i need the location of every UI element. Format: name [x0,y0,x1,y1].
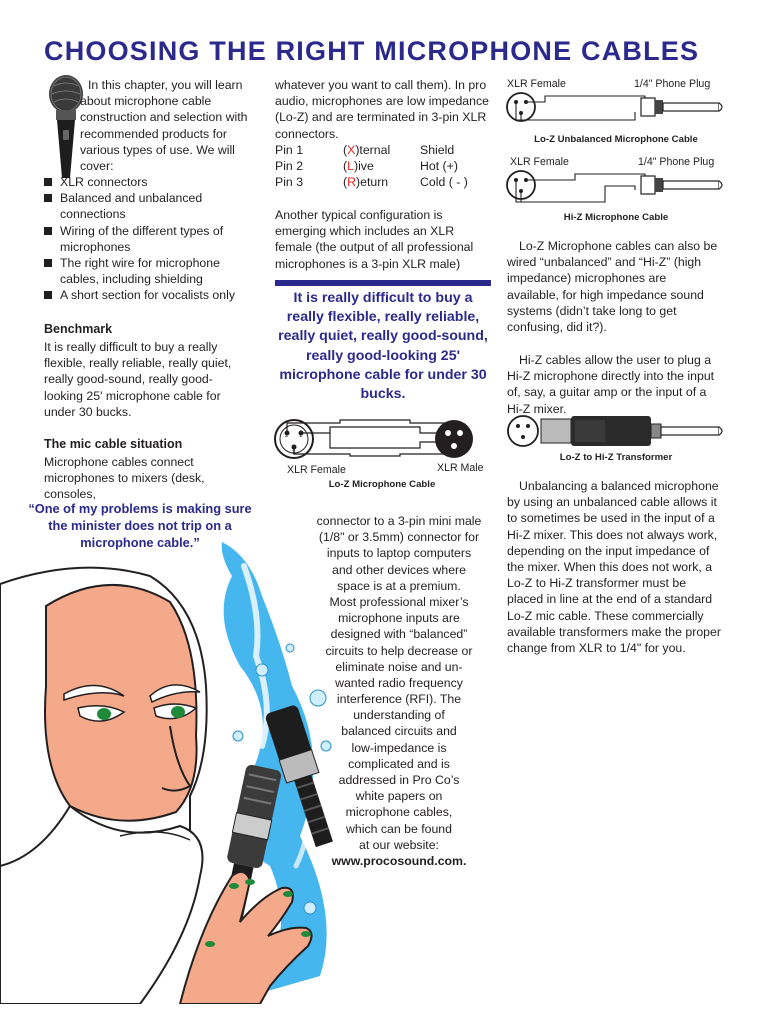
list-item: The right wire for microphone cables, including shielding [44,255,259,287]
svg-text:3: 3 [292,450,296,456]
transformer-icon [505,412,727,450]
xlr-female-label: XLR Female [507,78,566,90]
situation-heading: The mic cable situation [44,437,183,451]
transformer-caption: Lo-Z to Hi-Z Transformer [559,452,673,463]
right-para-2: Hi-Z cables allow the user to plug a Hi-Z microphone directly into the input of, say, a guitar amp or the input of a Hi-Z mixer. [507,353,715,416]
website-link[interactable]: www.procosound.com. [331,853,467,868]
pin-table [275,142,468,191]
wizard-illustration [0,536,345,1004]
table-row: Pin 3 (R)eturn Cold ( - ) [275,175,468,190]
intro-text: In this chapter, you will learn about microphone cable construction and selection with recommended products for various types of use. We will cover: [80,78,248,174]
xlr-female-label: XLR Female [287,464,346,476]
xlr-male-label: XLR Male [437,462,484,474]
divider-rule [275,280,491,286]
hi-z-cable-diagram [505,166,727,206]
page-title: CHOOSING THE RIGHT MICROPHONE CABLES [44,36,700,66]
middle-wrap-text: connector to a 3-pin mini male (1/8" or 3.5mm) connector for inputs to laptop computers and other devices where space is at a premium. Most professional mixer’s microphone inputs are designed with “balanced” circuits to help decrease or eliminate noise and un- wanted radio frequency interference (RFI). The understanding of balanced circuits and low-impedance is complicated and is addressed in Pro Co’s white papers on microphone cables, which can be found at our website: www.procosound.com. [304,513,494,869]
middle-config-text: Another typical configuration is emerging which includes an XLR female (the output of all professional microphones is a 3-pin XLR male) [275,208,474,271]
benchmark-heading: Benchmark [44,322,113,336]
hi-z-cable-caption: Hi-Z Microphone Cable [563,212,669,223]
topic-list [44,174,259,304]
svg-text:2: 2 [285,433,289,439]
table-row: Pin 1 (X)ternal Shield [275,143,455,157]
phone-plug-label: 1/4" Phone Plug [638,156,715,168]
phone-plug-label: 1/4" Phone Plug [634,78,711,90]
xlr-cable-diagram [270,418,495,462]
xlr-female-label: XLR Female [510,156,569,168]
unbalanced-cable-diagram [505,90,727,126]
unbalanced-cable-caption: Lo-Z Unbalanced Microphone Cable [534,134,698,145]
right-para-1: Lo-Z Microphone cables can also be wired “unbalanced” and “Hi-Z” (high impedance) microphones are available, for high impedance sound systems (didn’t take long to get confusing, did it?). [507,239,718,335]
right-para-3: Unbalancing a balanced microphone by using an unbalanced cable allows it to sometimes be used in the input of a Hi-Z mixer. This does not always work, depending on the input impedance of the mixer. When this does not work, a Lo-Z to Hi-Z transformer must be placed in line at the end of a standard Lo-Z mic cable. These commercially available transformers make the proper change from XLR to 1/4" for you. [507,479,721,656]
list-item: A short section for vocalists only [44,287,259,303]
list-item: Balanced and unbalanced connections [44,190,259,222]
pull-quote: “One of my problems is making sure the minister does not trip on a microphone cable.” [28,501,252,550]
table-row: Pin 2 (L)ive Hot (+) [275,159,458,174]
list-item: XLR connectors [44,174,259,190]
svg-text:1: 1 [299,433,303,439]
callout-text: It is really difficult to buy a really flexible, really reliable, really quiet, really good-sound, really good-looking 25' microphone cable for under 30 bucks. [278,290,488,403]
benchmark-text: It is really difficult to buy a really flexible, really reliable, really quiet, really good-sound, really good-looking 25' microphone cable for under 30 bucks. [44,340,232,419]
middle-intro-text: whatever you want to call them). In pro audio, microphones are low impedance (Lo-Z) and are terminated in 3-pin XLR connectors. [275,78,489,141]
lo-z-cable-caption: Lo-Z Microphone Cable [328,479,436,490]
list-item: Wiring of the different types of microphones [44,223,259,255]
situation-text: Microphone cables connect microphones to mixers (desk, consoles, [44,455,205,502]
